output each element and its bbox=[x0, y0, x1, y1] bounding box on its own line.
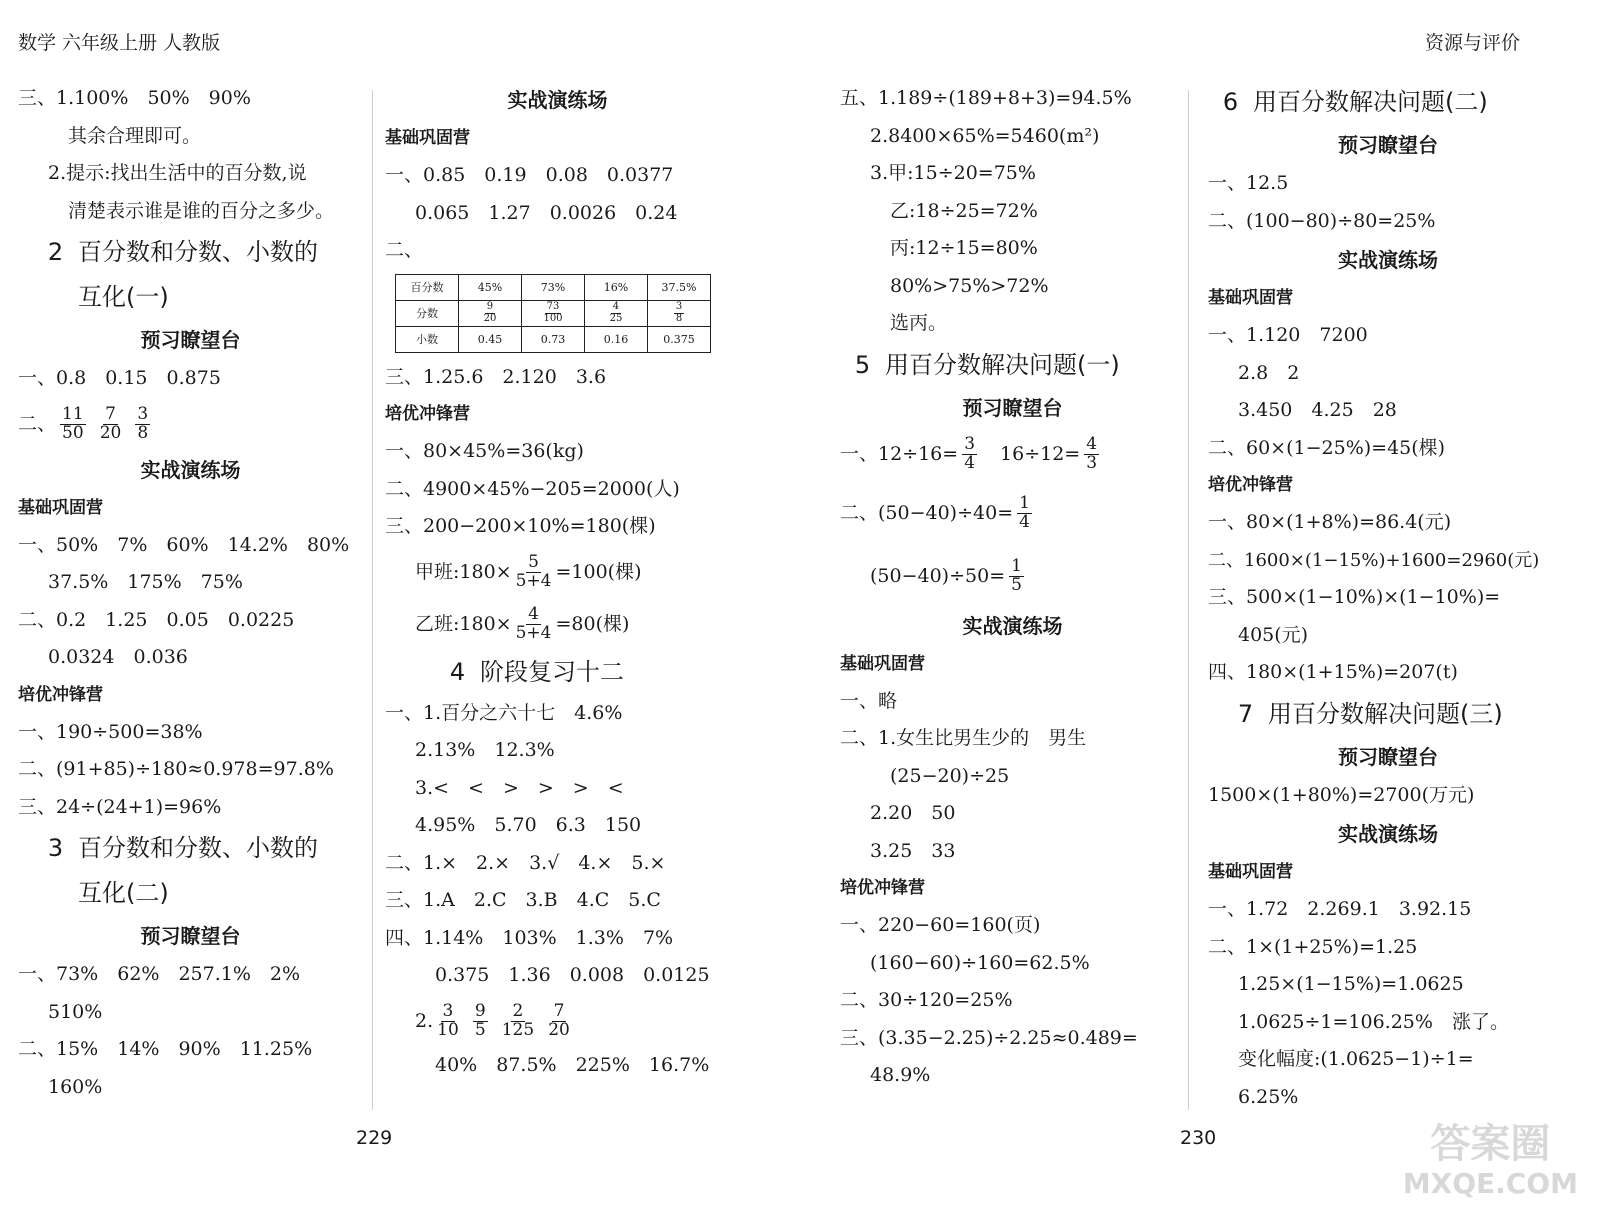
answer-line: 清楚表示谁是谁的百分之多少。 bbox=[68, 199, 335, 222]
answer-line: 二、1600×(1−15%)+1600=2960(元) bbox=[1208, 549, 1540, 571]
group-label: 基础巩固营 bbox=[1208, 288, 1293, 308]
column-4 bbox=[1208, 80, 1568, 1116]
column-1 bbox=[18, 80, 363, 1106]
section-title bbox=[1208, 80, 1568, 125]
answer-line: 二、30÷120=25% bbox=[840, 989, 1013, 1011]
answer-line: 一、略 bbox=[840, 689, 898, 712]
answer-line: 三、1.A 2.C 3.B 4.C 5.C bbox=[385, 889, 661, 911]
answer-line: 0.0324 0.036 bbox=[48, 646, 188, 668]
answer-text: =80(棵) bbox=[555, 612, 630, 635]
answer-line: 37.5% 175% 75% bbox=[48, 571, 243, 593]
answer-line: 一、220−60=160(页) bbox=[840, 914, 1041, 936]
section-title bbox=[18, 826, 363, 871]
answer-line: 三、500×(1−10%)×(1−10%)= bbox=[1208, 586, 1501, 608]
answer-line: 一、190÷500=38% bbox=[18, 720, 203, 743]
answer-line: 一、1.72 2.269.1 3.92.15 bbox=[1208, 898, 1472, 920]
answer-line: 变化幅度:(1.0625−1)÷1= bbox=[1238, 1048, 1474, 1070]
answer-prefix: 二、 bbox=[18, 412, 57, 435]
section-title-text: 百分数和分数、小数的 bbox=[78, 834, 318, 862]
group-label: 基础巩固营 bbox=[385, 128, 470, 148]
answer-line: 三、200−200×10%=180(棵) bbox=[385, 515, 656, 537]
watermark bbox=[1403, 1120, 1578, 1200]
section-title-text: 阶段复习十二 bbox=[480, 657, 624, 686]
answer-line: 五、1.189÷(189+8+3)=94.5% bbox=[840, 87, 1132, 109]
subsection-title: 预习瞭望台 bbox=[1338, 133, 1438, 157]
fraction bbox=[484, 302, 497, 324]
answer-line: 3.< < > > > < bbox=[415, 776, 624, 799]
numerator: 9 bbox=[474, 1001, 486, 1022]
answer-line: 405(元) bbox=[1238, 623, 1309, 646]
fraction bbox=[610, 302, 623, 324]
answer-line: 乙:18÷25=72% bbox=[890, 199, 1038, 222]
fraction bbox=[1009, 558, 1024, 595]
numerator: 7 bbox=[553, 1001, 565, 1022]
subsection-title: 实战演练场 bbox=[962, 613, 1063, 638]
denominator: 50 bbox=[62, 423, 84, 443]
answer-line: 一、1.百分之六十七 4.6% bbox=[385, 701, 623, 724]
fraction bbox=[962, 436, 977, 473]
conversion-table bbox=[395, 274, 711, 353]
answer-line: 40% 87.5% 225% 16.7% bbox=[435, 1053, 710, 1076]
denominator: 3 bbox=[1086, 453, 1098, 473]
subsection-title: 实战演练场 bbox=[140, 457, 241, 482]
numerator: 7 bbox=[105, 404, 116, 425]
answer-line: 一、0.85 0.19 0.08 0.0377 bbox=[385, 164, 674, 186]
numerator: 4 bbox=[528, 604, 539, 625]
answer-line: 一、80×(1+8%)=86.4(元) bbox=[1208, 511, 1452, 533]
section-title-cont: 互化(一) bbox=[78, 283, 169, 311]
answer-line: 80%>75%>72% bbox=[890, 274, 1049, 297]
numerator: 3 bbox=[442, 1001, 454, 1022]
answer-line: 二、4900×45%−205=2000(人) bbox=[385, 477, 680, 500]
answer-line bbox=[385, 546, 730, 598]
answer-line: 一、0.8 0.15 0.875 bbox=[18, 367, 221, 389]
group-label: 基础巩固营 bbox=[1208, 862, 1293, 882]
section-title bbox=[385, 650, 730, 695]
section-title-text: 用百分数解决问题(一) bbox=[885, 350, 1120, 379]
denominator: 10 bbox=[437, 1020, 459, 1040]
fraction bbox=[674, 302, 684, 324]
answer-line bbox=[385, 598, 730, 650]
table-cell: 0.16 bbox=[585, 326, 648, 352]
group-label: 基础巩固营 bbox=[840, 653, 925, 674]
numerator: 73 bbox=[546, 301, 560, 312]
answer-line bbox=[18, 398, 363, 450]
answer-line: 160% bbox=[48, 1075, 103, 1098]
answer-line: 510% bbox=[48, 1000, 103, 1023]
table-cell: 73% bbox=[522, 274, 585, 300]
table-header: 分数 bbox=[396, 300, 459, 326]
denominator: 5+4 bbox=[515, 623, 552, 643]
table-cell bbox=[585, 300, 648, 326]
answer-line: 二、 bbox=[385, 239, 424, 261]
numerator: 5 bbox=[528, 552, 539, 573]
fraction bbox=[543, 302, 562, 324]
subsection-title: 实战演练场 bbox=[1338, 822, 1438, 846]
answer-text: =100(棵) bbox=[555, 560, 642, 583]
watermark-url: MXQE.COM bbox=[1402, 1167, 1578, 1200]
answer-line: 2.8400×65%=5460(m²) bbox=[870, 124, 1100, 147]
answer-line: 三、1.25.6 2.120 3.6 bbox=[385, 365, 607, 388]
numerator: 1 bbox=[1011, 556, 1022, 577]
answer-text: 一、12÷16= bbox=[840, 442, 959, 465]
numerator: 4 bbox=[612, 301, 620, 312]
column-2 bbox=[385, 80, 730, 1084]
header-right: 资源与评价 bbox=[1424, 32, 1520, 54]
section-title-cont: 互化(二) bbox=[78, 879, 169, 907]
section-title bbox=[840, 343, 1185, 388]
answer-line: 一、1.120 7200 bbox=[1208, 324, 1368, 346]
table-row bbox=[396, 274, 711, 300]
answer-line: 一、50% 7% 60% 14.2% 80% bbox=[18, 533, 350, 556]
answer-line: (25−20)÷25 bbox=[890, 764, 1010, 787]
answer-line: 6.25% bbox=[1238, 1085, 1299, 1108]
denominator: 100 bbox=[543, 312, 563, 324]
fraction bbox=[1084, 436, 1099, 473]
page-number-left: 229 bbox=[356, 1127, 393, 1149]
table-cell bbox=[459, 300, 522, 326]
answer-line: 一、73% 62% 257.1% 2% bbox=[18, 963, 301, 985]
numerator: 3 bbox=[675, 301, 683, 312]
answer-line: 二、1.女生比男生少的 男生 bbox=[840, 727, 1087, 749]
table-cell bbox=[648, 300, 711, 326]
fraction bbox=[516, 554, 552, 591]
table-cell: 0.73 bbox=[522, 326, 585, 352]
table-cell: 0.375 bbox=[648, 326, 711, 352]
answer-line: 二、15% 14% 90% 11.25% bbox=[18, 1038, 313, 1060]
answer-line: 1.25×(1−15%)=1.0625 bbox=[1238, 973, 1464, 995]
section-title bbox=[18, 230, 363, 275]
answer-line bbox=[840, 546, 1185, 606]
section-title bbox=[1208, 692, 1568, 737]
answer-line: 选丙。 bbox=[890, 312, 948, 334]
table-cell bbox=[522, 300, 585, 326]
section-number: 3 bbox=[47, 834, 64, 862]
table-row bbox=[396, 326, 711, 352]
group-label: 培优冲锋营 bbox=[840, 878, 925, 898]
answer-line: (160−60)÷160=62.5% bbox=[870, 951, 1090, 974]
section-number: 4 bbox=[449, 657, 466, 686]
fraction bbox=[516, 606, 552, 643]
section-title-text: 百分数和分数、小数的 bbox=[78, 238, 318, 266]
answer-line bbox=[840, 428, 1185, 480]
answer-line: 二、60×(1−25%)=45(棵) bbox=[1208, 436, 1446, 459]
table-cell: 37.5% bbox=[648, 274, 711, 300]
subsection-title: 预习瞭望台 bbox=[140, 328, 241, 352]
answer-line: 三、(3.35−2.25)÷2.25≈0.489= bbox=[840, 1026, 1138, 1049]
denominator: 8 bbox=[137, 423, 149, 443]
fraction bbox=[100, 406, 122, 443]
answer-line: 其余合理即可。 bbox=[68, 124, 202, 147]
answer-line: 3.450 4.25 28 bbox=[1238, 399, 1397, 421]
answer-line: 3.甲:15÷20=75% bbox=[870, 162, 1036, 184]
fraction bbox=[60, 406, 86, 443]
denominator: 20 bbox=[483, 312, 497, 324]
answer-line: 一、80×45%=36(kg) bbox=[385, 440, 584, 462]
numerator: 1 bbox=[1019, 493, 1030, 514]
subsection-title: 实战演练场 bbox=[507, 88, 608, 112]
answer-text: (50−40)÷50= bbox=[870, 564, 1006, 587]
fraction bbox=[135, 406, 150, 443]
section-title-text: 用百分数解决问题(三) bbox=[1268, 699, 1503, 728]
group-label: 培优冲锋营 bbox=[1208, 475, 1293, 495]
column-3 bbox=[840, 80, 1185, 1095]
answer-line: 1500×(1+80%)=2700(万元) bbox=[1208, 783, 1475, 806]
subsection-title: 实战演练场 bbox=[1338, 248, 1438, 272]
subsection-title: 预习瞭望台 bbox=[962, 395, 1063, 420]
numerator: 3 bbox=[964, 434, 976, 455]
answer-line: 四、1.14% 103% 1.3% 7% bbox=[385, 926, 674, 949]
answer-line: 丙:12÷15=80% bbox=[890, 237, 1038, 259]
numerator: 11 bbox=[62, 404, 84, 425]
answer-text: 乙班:180× bbox=[415, 612, 512, 635]
section-number: 6 bbox=[1222, 88, 1239, 116]
answer-line: 二、(91+85)÷180≈0.978=97.8% bbox=[18, 758, 334, 780]
watermark-logo: 答案圈 bbox=[1430, 1121, 1551, 1167]
column-divider bbox=[1188, 90, 1189, 1110]
fraction bbox=[473, 1003, 488, 1040]
answer-line bbox=[840, 480, 1185, 546]
answer-line: 二、1×(1+25%)=1.25 bbox=[1208, 935, 1418, 958]
answer-line: 四、180×(1+15%)=207(t) bbox=[1208, 661, 1458, 683]
subsection-title: 预习瞭望台 bbox=[140, 924, 241, 948]
header-left: 数学 六年级上册 人教版 bbox=[18, 32, 221, 54]
denominator: 5+4 bbox=[515, 571, 552, 591]
answer-line: 2.20 50 bbox=[870, 802, 956, 824]
answer-line bbox=[385, 995, 730, 1047]
answer-line: 二、0.2 1.25 0.05 0.0225 bbox=[18, 608, 295, 631]
group-label: 培优冲锋营 bbox=[385, 404, 470, 424]
denominator: 5 bbox=[1011, 575, 1022, 595]
answer-line: 2.8 2 bbox=[1238, 361, 1300, 384]
table-cell: 0.45 bbox=[459, 326, 522, 352]
answer-line: 48.9% bbox=[870, 1064, 931, 1086]
table-row bbox=[396, 300, 711, 326]
table-cell: 45% bbox=[459, 274, 522, 300]
answer-line: 二、(100−80)÷80=25% bbox=[1208, 209, 1436, 232]
answer-line: 3.25 33 bbox=[870, 839, 956, 862]
denominator: 25 bbox=[609, 312, 623, 324]
group-label: 培优冲锋营 bbox=[18, 684, 103, 705]
numerator: 9 bbox=[486, 301, 494, 312]
fraction bbox=[1017, 495, 1032, 532]
section-number: 7 bbox=[1237, 699, 1254, 728]
answer-line: 0.065 1.27 0.0026 0.24 bbox=[415, 201, 678, 224]
denominator: 8 bbox=[675, 312, 683, 324]
column-divider bbox=[372, 90, 373, 1110]
table-header: 小数 bbox=[396, 326, 459, 352]
answer-text: 甲班:180× bbox=[415, 560, 512, 583]
answer-line: 0.375 1.36 0.008 0.0125 bbox=[435, 964, 710, 986]
denominator: 4 bbox=[1019, 512, 1030, 532]
subsection-title: 预习瞭望台 bbox=[1338, 744, 1438, 769]
fraction bbox=[548, 1003, 570, 1040]
answer-text: 16÷12= bbox=[981, 442, 1081, 465]
answer-line: 二、1.× 2.× 3.√ 4.× 5.× bbox=[385, 851, 666, 874]
denominator: 20 bbox=[99, 423, 122, 443]
section-number: 2 bbox=[47, 238, 64, 266]
fraction bbox=[437, 1003, 459, 1040]
answer-line: 2.提示:找出生活中的百分数,说 bbox=[48, 162, 307, 184]
answer-line: 2.13% 12.3% bbox=[415, 739, 555, 761]
denominator: 20 bbox=[548, 1020, 570, 1040]
fraction bbox=[502, 1003, 534, 1040]
answer-line: 三、1.100% 50% 90% bbox=[18, 87, 251, 109]
numerator: 3 bbox=[137, 404, 149, 425]
table-cell: 16% bbox=[585, 274, 648, 300]
denominator: 4 bbox=[964, 453, 976, 473]
denominator: 125 bbox=[501, 1020, 535, 1040]
group-label: 基础巩固营 bbox=[18, 497, 103, 518]
answer-line: 1.0625÷1=106.25% 涨了。 bbox=[1238, 1010, 1509, 1033]
answer-line: 4.95% 5.70 6.3 150 bbox=[415, 814, 642, 836]
answer-line: 一、12.5 bbox=[1208, 172, 1289, 194]
answer-line: 三、24÷(24+1)=96% bbox=[18, 795, 222, 818]
page-number-right: 230 bbox=[1180, 1127, 1217, 1149]
answer-text: 二、(50−40)÷40= bbox=[840, 501, 1014, 524]
numerator: 4 bbox=[1086, 434, 1098, 455]
section-title-text: 用百分数解决问题(二) bbox=[1253, 88, 1488, 116]
numerator: 2 bbox=[512, 1001, 524, 1022]
table-header: 百分数 bbox=[396, 274, 459, 300]
denominator: 5 bbox=[474, 1020, 486, 1040]
section-number: 5 bbox=[854, 350, 871, 379]
answer-prefix: 2. bbox=[415, 1009, 434, 1032]
